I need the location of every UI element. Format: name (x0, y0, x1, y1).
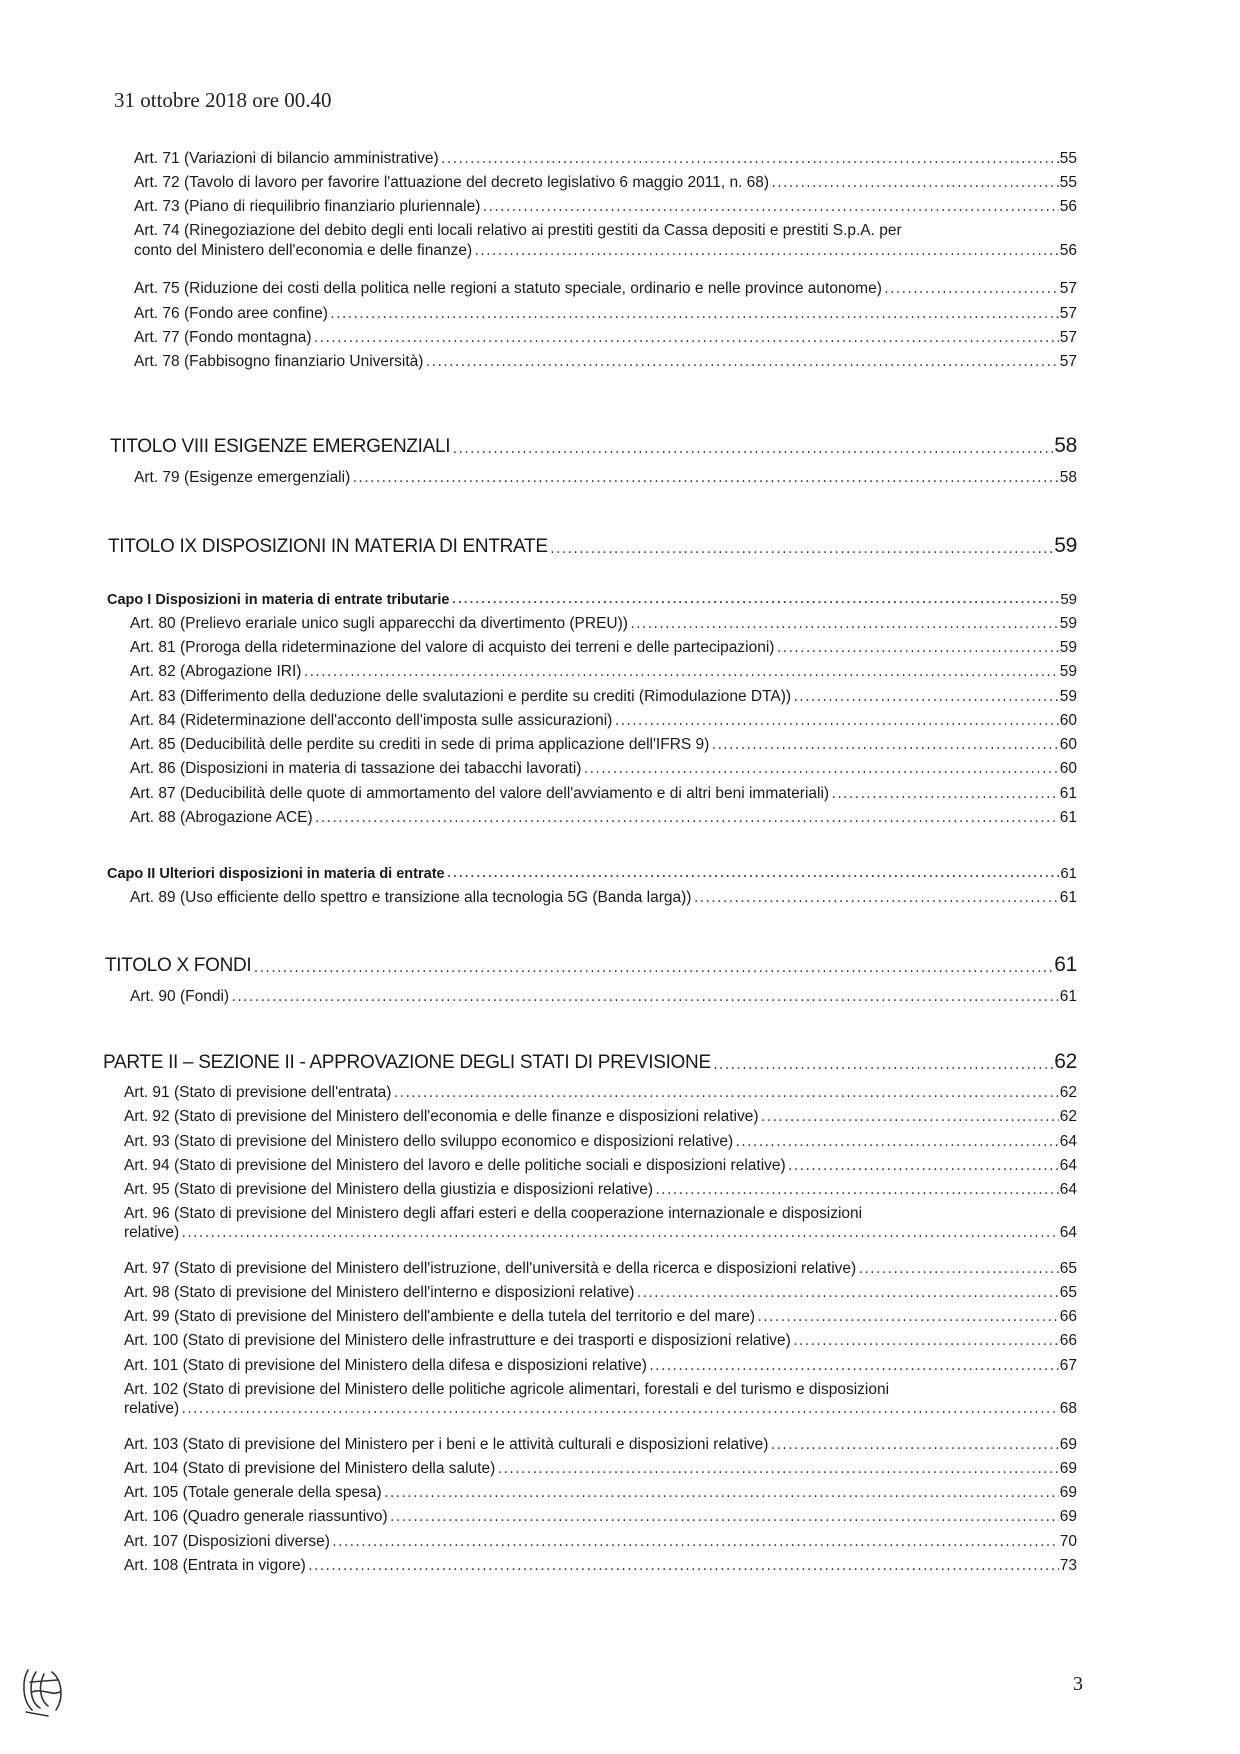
dot-leader (549, 544, 1054, 558)
toc-page-number: 69 (1059, 1460, 1077, 1477)
toc-entry-title: Art. 87 (Deducibilità delle quote di ammortamento del valore dell'avviamento e di altri beni immateriali) (130, 785, 830, 802)
dot-leader (314, 813, 1059, 827)
toc-entry (124, 1308, 1077, 1326)
toc-entry (124, 1205, 1077, 1242)
toc-entry (124, 1181, 1077, 1199)
toc-entry (124, 1260, 1077, 1278)
dot-leader (351, 473, 1059, 487)
dot-leader (648, 1361, 1059, 1375)
toc-page-number: 59 (1059, 688, 1077, 705)
toc-entry-title: Art. 93 (Stato di previsione del Ministero dello sviluppo economico e disposizioni relative) (124, 1133, 734, 1150)
toc-entry-title: Art. 98 (Stato di previsione del Ministero dell'interno e disposizioni relative) (124, 1284, 635, 1301)
toc-entry-title: Art. 102 (Stato di previsione del Ministero delle politiche agricole alimentari, forestali e del turismo e disposizioni (124, 1381, 890, 1398)
toc-entry-title: Art. 78 (Fabbisogno finanziario Università) (134, 353, 424, 370)
toc-entry-title: Art. 84 (Rideterminazione dell'acconto dell'imposta sulle assicurazioni) (130, 712, 613, 729)
toc-entry (130, 785, 1077, 803)
toc-entry (124, 1133, 1077, 1151)
toc-entry-title: Art. 107 (Disposizioni diverse) (124, 1533, 330, 1550)
toc-entry-title: Art. 106 (Quadro generale riassuntivo) (124, 1508, 388, 1525)
dot-leader (180, 1228, 1059, 1242)
toc-entry-title: Art. 88 (Abrogazione ACE) (130, 809, 313, 826)
toc-entry-title: Art. 92 (Stato di previsione del Ministero dell'economia e delle finanze e disposizioni relative) (124, 1108, 759, 1125)
toc-heading (103, 1050, 1077, 1074)
toc-entry (134, 329, 1077, 347)
toc-page-number: 60 (1059, 736, 1077, 753)
dot-leader (692, 893, 1058, 907)
toc-entry-title: Art. 99 (Stato di previsione del Ministero dell'ambiente e della tutela del territorio e del mare) (124, 1308, 756, 1325)
toc-entry-title: Art. 108 (Entrata in vigore) (124, 1557, 306, 1574)
dot-leader (787, 1161, 1059, 1175)
toc-entry (124, 1357, 1077, 1375)
dot-leader (392, 1088, 1058, 1102)
toc-entry (124, 1108, 1077, 1126)
toc-page-number: 65 (1059, 1260, 1077, 1277)
toc-page-number: 67 (1059, 1357, 1077, 1374)
toc-entry (130, 889, 1077, 907)
toc-page-number: 61 (1059, 809, 1077, 826)
toc-entry-title: Art. 101 (Stato di previsione del Ministero della difesa e disposizioni relative) (124, 1357, 647, 1374)
toc-entry-title-continued: relative) (124, 1399, 180, 1417)
toc-page-number: 62 (1059, 1108, 1077, 1125)
dot-leader (830, 789, 1059, 803)
toc-page-number: 57 (1059, 280, 1077, 297)
dot-leader (383, 1488, 1059, 1502)
dot-leader (734, 1137, 1059, 1151)
dot-leader (883, 284, 1059, 298)
toc-page-number: 59 (1060, 591, 1077, 608)
toc-entry-title: Art. 95 (Stato di previsione del Ministero della giustizia e disposizioni relative) (124, 1181, 653, 1198)
dot-leader (710, 740, 1058, 754)
toc-page-number: 64 (1059, 1157, 1077, 1174)
toc-page-number: 59 (1054, 534, 1077, 557)
toc-entry-title: Capo I Disposizioni in materia di entrate tributarie (107, 591, 450, 608)
toc-entry-title: Art. 94 (Stato di previsione del Ministero del lavoro e delle politiche sociali e disposizioni relative) (124, 1157, 786, 1174)
dot-leader (313, 333, 1059, 347)
dot-leader (770, 178, 1059, 192)
toc-heading (108, 534, 1077, 558)
toc-entry (134, 174, 1077, 192)
toc-entry-title: Art. 81 (Proroga della rideterminazione del valore di acquisto dei terreni e delle partecipazioni) (130, 639, 775, 656)
signature-stamp-icon (18, 1662, 74, 1718)
toc-entry (130, 688, 1077, 706)
toc-entry (130, 663, 1077, 681)
toc-page-number: 59 (1059, 639, 1077, 656)
dot-leader (792, 1336, 1059, 1350)
toc-entry-title: Art. 77 (Fondo montagna) (134, 329, 312, 346)
toc-entry-title: TITOLO IX DISPOSIZIONI IN MATERIA DI ENTRATE (108, 536, 548, 558)
toc-page-number: 61 (1054, 953, 1077, 976)
toc-entry (134, 353, 1077, 371)
toc-page-number: 66 (1059, 1332, 1077, 1349)
toc-page-number: 56 (1059, 241, 1077, 259)
dot-leader (302, 667, 1058, 681)
toc-entry (124, 1332, 1077, 1350)
toc-page-number: 70 (1059, 1533, 1077, 1550)
toc-page-number: 56 (1059, 198, 1077, 215)
toc-entry-title: Capo II Ulteriori disposizioni in materia di entrate (107, 865, 445, 882)
toc-page-number: 62 (1054, 1050, 1077, 1073)
toc-entry (130, 760, 1077, 778)
toc-entry-title: Art. 91 (Stato di previsione dell'entrata) (124, 1084, 392, 1101)
dot-leader (613, 716, 1058, 730)
dot-leader (307, 1561, 1059, 1575)
toc-entry (124, 1084, 1077, 1102)
dot-leader (760, 1112, 1059, 1126)
toc-entry (124, 1284, 1077, 1302)
toc-page-number: 55 (1059, 174, 1077, 191)
toc-entry-title: Art. 73 (Piano di riequilibrio finanziario pluriennale) (134, 198, 481, 215)
toc-entry (124, 1157, 1077, 1175)
dot-leader (389, 1512, 1059, 1526)
dot-leader (424, 357, 1058, 371)
dot-leader (582, 764, 1058, 778)
toc-entry-title: Art. 90 (Fondi) (130, 988, 230, 1005)
toc-entry (134, 150, 1077, 168)
toc-entry-title: Art. 75 (Riduzione dei costi della politica nelle regioni a statuto speciale, ordinario e nelle province autonome) (134, 280, 882, 297)
toc-entry-title: TITOLO X FONDI (105, 955, 252, 977)
toc-entry (124, 1533, 1077, 1551)
dot-leader (329, 309, 1059, 323)
toc-entry (124, 1484, 1077, 1502)
toc-entry (134, 222, 1077, 260)
toc-page-number: 61 (1059, 785, 1077, 802)
toc-page-number: 55 (1059, 150, 1077, 167)
document-header-datetime: 31 ottobre 2018 ore 00.40 (114, 88, 332, 112)
dot-leader (654, 1185, 1059, 1199)
toc-entry-title: Art. 96 (Stato di previsione del Ministero degli affari esteri e della cooperazione internazionale e disposizioni (124, 1205, 863, 1222)
toc-entry-title: Art. 85 (Deducibilità delle perdite su crediti in sede di prima applicazione dell'IFRS 9) (130, 736, 710, 753)
dot-leader (450, 594, 1059, 608)
toc-page-number: 57 (1059, 353, 1077, 370)
toc-entry (124, 1460, 1077, 1478)
toc-page-number: 61 (1059, 988, 1077, 1005)
dot-leader (446, 868, 1060, 882)
toc-entry (124, 1381, 1077, 1418)
dot-leader (792, 692, 1059, 706)
toc-chapter (107, 865, 1077, 882)
dot-leader (635, 1288, 1058, 1302)
toc-page-number: 64 (1059, 1133, 1077, 1150)
page-number: 3 (1073, 1673, 1083, 1695)
toc-entry-title: Art. 76 (Fondo aree confine) (134, 305, 328, 322)
dot-leader (331, 1537, 1059, 1551)
toc-entry-title: Art. 103 (Stato di previsione del Ministero per i beni e le attività culturali e disposizioni relative) (124, 1436, 769, 1453)
toc-page-number: 57 (1059, 329, 1077, 346)
toc-page-number: 73 (1059, 1557, 1077, 1574)
toc-entry (134, 305, 1077, 323)
dot-leader (481, 202, 1058, 216)
toc-entry-title: Art. 105 (Totale generale della spesa) (124, 1484, 382, 1501)
dot-leader (857, 1264, 1059, 1278)
toc-page-number: 60 (1059, 760, 1077, 777)
dot-leader (451, 444, 1053, 458)
dot-leader (775, 643, 1058, 657)
dot-leader (252, 963, 1053, 977)
toc-entry (130, 712, 1077, 730)
toc-chapter (107, 591, 1077, 608)
toc-page-number: 57 (1059, 305, 1077, 322)
toc-entry-title: Art. 82 (Abrogazione IRI) (130, 663, 302, 680)
toc-page-number: 69 (1059, 1508, 1077, 1525)
toc-page-number: 61 (1059, 889, 1077, 906)
toc-entry-title: Art. 79 (Esigenze emergenziali) (134, 469, 351, 486)
toc-entry-title: Art. 71 (Variazioni di bilancio amministrative) (134, 150, 439, 167)
dot-leader (769, 1440, 1058, 1454)
dot-leader (473, 246, 1059, 260)
toc-entry (124, 1436, 1077, 1454)
toc-entry-title: Art. 80 (Prelievo erariale unico sugli apparecchi da divertimento (PREU)) (130, 615, 628, 632)
toc-heading (105, 953, 1077, 977)
toc-entry (124, 1557, 1077, 1575)
dot-leader (230, 992, 1059, 1006)
toc-entry-title: Art. 100 (Stato di previsione del Ministero delle infrastrutture e dei trasporti e disposizioni relative) (124, 1332, 791, 1349)
dot-leader (629, 619, 1059, 633)
dot-leader (712, 1060, 1053, 1074)
toc-entry (134, 280, 1077, 298)
dot-leader (496, 1464, 1058, 1478)
toc-entry (130, 809, 1077, 827)
toc-entry (134, 198, 1077, 216)
toc-page-number: 59 (1059, 615, 1077, 632)
toc-entry-title: TITOLO VIII ESIGENZE EMERGENZIALI (110, 436, 451, 458)
toc-entry (130, 736, 1077, 754)
toc-page-number: 65 (1059, 1284, 1077, 1301)
toc-page-number: 68 (1059, 1399, 1077, 1417)
toc-entry-title: Art. 83 (Differimento della deduzione delle svalutazioni e perdite su crediti (Rimodulazione DTA)) (130, 688, 792, 705)
toc-page-number: 64 (1059, 1181, 1077, 1198)
toc-page-number: 58 (1054, 434, 1077, 457)
toc-entry-title-continued: relative) (124, 1223, 180, 1241)
toc-entry-title: Art. 89 (Uso efficiente dello spettro e transizione alla tecnologia 5G (Banda larga)) (130, 889, 692, 906)
toc-entry-title: Art. 72 (Tavolo di lavoro per favorire l'attuazione del decreto legislativo 6 maggio 2011, n. 68) (134, 174, 770, 191)
toc-page-number: 60 (1059, 712, 1077, 729)
toc-entry (130, 639, 1077, 657)
toc-entry (130, 615, 1077, 633)
toc-page-number: 58 (1059, 469, 1077, 486)
dot-leader (440, 154, 1059, 168)
toc-page-number: 66 (1059, 1308, 1077, 1325)
toc-entry-title: Art. 104 (Stato di previsione del Ministero della salute) (124, 1460, 496, 1477)
toc-entry (134, 469, 1077, 487)
toc-page-number: 59 (1059, 663, 1077, 680)
toc-entry-title: PARTE II – SEZIONE II - APPROVAZIONE DEGLI STATI DI PREVISIONE (103, 1052, 711, 1074)
toc-entry-title: Art. 97 (Stato di previsione del Ministero dell'istruzione, dell'università e della ricerca e disposizioni relative) (124, 1260, 857, 1277)
toc-entry (124, 1508, 1077, 1526)
toc-page-number: 62 (1059, 1084, 1077, 1101)
toc-entry-title: Art. 86 (Disposizioni in materia di tassazione dei tabacchi lavorati) (130, 760, 582, 777)
toc-heading (110, 434, 1077, 458)
toc-entry-title-continued: conto del Ministero dell'economia e delle finanze) (134, 241, 473, 259)
dot-leader (180, 1404, 1059, 1418)
toc-page-number: 69 (1059, 1484, 1077, 1501)
toc-page-number: 61 (1060, 865, 1077, 882)
toc-page-number: 69 (1059, 1436, 1077, 1453)
dot-leader (756, 1312, 1059, 1326)
toc-entry (130, 988, 1077, 1006)
toc-entry-title: Art. 74 (Rinegoziazione del debito degli enti locali relativo ai prestiti gestiti da Cassa depositi e prestiti S.p.A. per (134, 222, 902, 239)
toc-page-number: 64 (1059, 1223, 1077, 1241)
